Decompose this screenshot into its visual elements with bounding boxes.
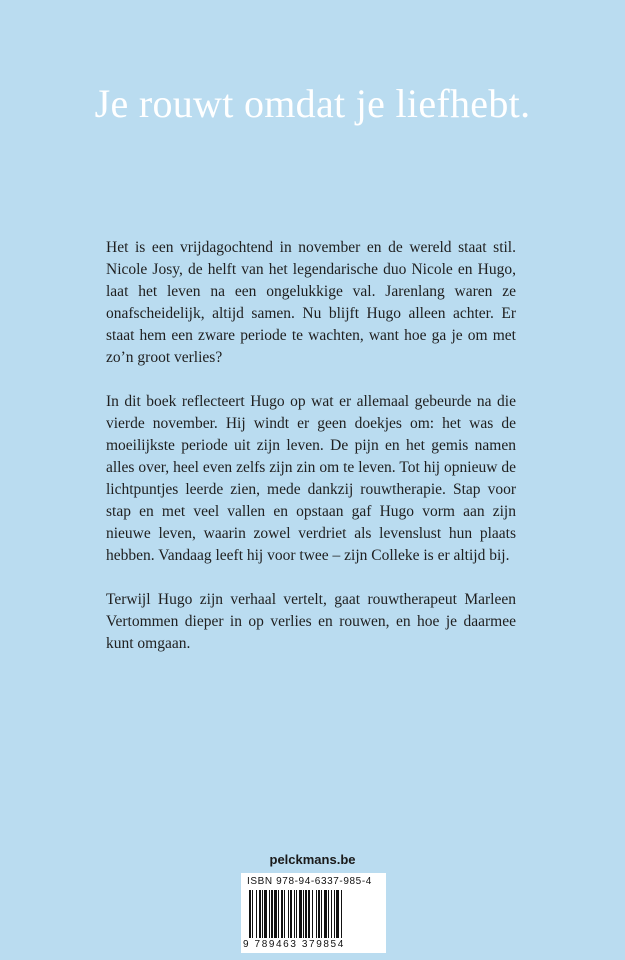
barcode-bar xyxy=(324,890,327,938)
barcode-bar xyxy=(256,890,257,938)
barcode-bar xyxy=(334,890,335,938)
barcode-bar xyxy=(299,890,302,938)
barcode-bar xyxy=(296,890,297,938)
barcode-bar xyxy=(288,890,289,938)
publisher-url: pelckmans.be xyxy=(269,852,356,867)
barcode-bar xyxy=(281,890,283,938)
barcode-bar xyxy=(305,890,307,938)
barcode-bar xyxy=(284,890,285,938)
barcode-bar xyxy=(262,890,263,938)
barcode-bar xyxy=(278,890,279,938)
barcode-bar xyxy=(331,890,332,938)
barcode-bar xyxy=(249,890,251,938)
barcode-bar xyxy=(294,890,295,938)
barcode-bar xyxy=(321,890,322,938)
barcode-bar xyxy=(269,890,270,938)
blurb-paragraph-2: In dit boek reflecteert Hugo op wat er allemaal gebeurde na die vierde november. Hij windt er geen doekjes om: het was de moeilijkste periode uit zijn leven. De pijn en het gemis namen alles over, heel even zelfs zijn zin om te leven. Tot hij opnieuw de lichtpuntjes leerde zien, mede dankzij rouwtherapie. Stap voor stap en met veel vallen en opstaan gaf Hugo vorm aan zijn nieuwe leven, waarin zowel verdriet als levenslust hun plaats hebben. Vandaag leeft hij voor twee – zijn Colleke is er altijd bij. xyxy=(106,393,516,564)
barcode-bar xyxy=(259,890,261,938)
barcode-bar xyxy=(290,890,292,938)
barcode-bar xyxy=(252,890,253,938)
barcode-bar xyxy=(318,890,320,938)
barcode-bar xyxy=(264,890,267,938)
barcode-bar xyxy=(341,890,342,938)
barcode-bar xyxy=(336,890,339,938)
blurb-paragraph-1: Het is een vrijdagochtend in november en de wereld staat stil. Nicole Josy, de helft van het legendarische duo Nicole en Hugo, laat het leven na een ongelukkige val. Jarenlang waren ze onafscheidelijk, altijd samen. Nu blijft Hugo alleen achter. Er staat hem een zware periode te wachten, want hoe ga je om met zo’n groot verlies? xyxy=(106,239,516,366)
barcode-bar xyxy=(328,890,329,938)
tagline: Je rouwt omdat je liefhebt. xyxy=(94,81,531,126)
barcode-digits: 9 789463 379854 xyxy=(243,939,345,950)
back-cover-blurb xyxy=(106,237,516,677)
barcode-bar xyxy=(271,890,273,938)
isbn-text: ISBN 978-94-6337-985-4 xyxy=(247,876,372,887)
barcode-label xyxy=(241,873,386,953)
barcode-bar xyxy=(303,890,304,938)
barcode-bar xyxy=(316,890,317,938)
barcode-bar xyxy=(274,890,277,938)
barcode-bar xyxy=(312,890,313,938)
barcode-icon xyxy=(249,890,378,938)
blurb-paragraph-3: Terwijl Hugo zijn verhaal vertelt, gaat rouwtherapeut Marleen Vertommen dieper in op verlies en rouwen, en hoe je daarmee kunt omgaan. xyxy=(106,591,516,652)
barcode-bar xyxy=(308,890,310,938)
